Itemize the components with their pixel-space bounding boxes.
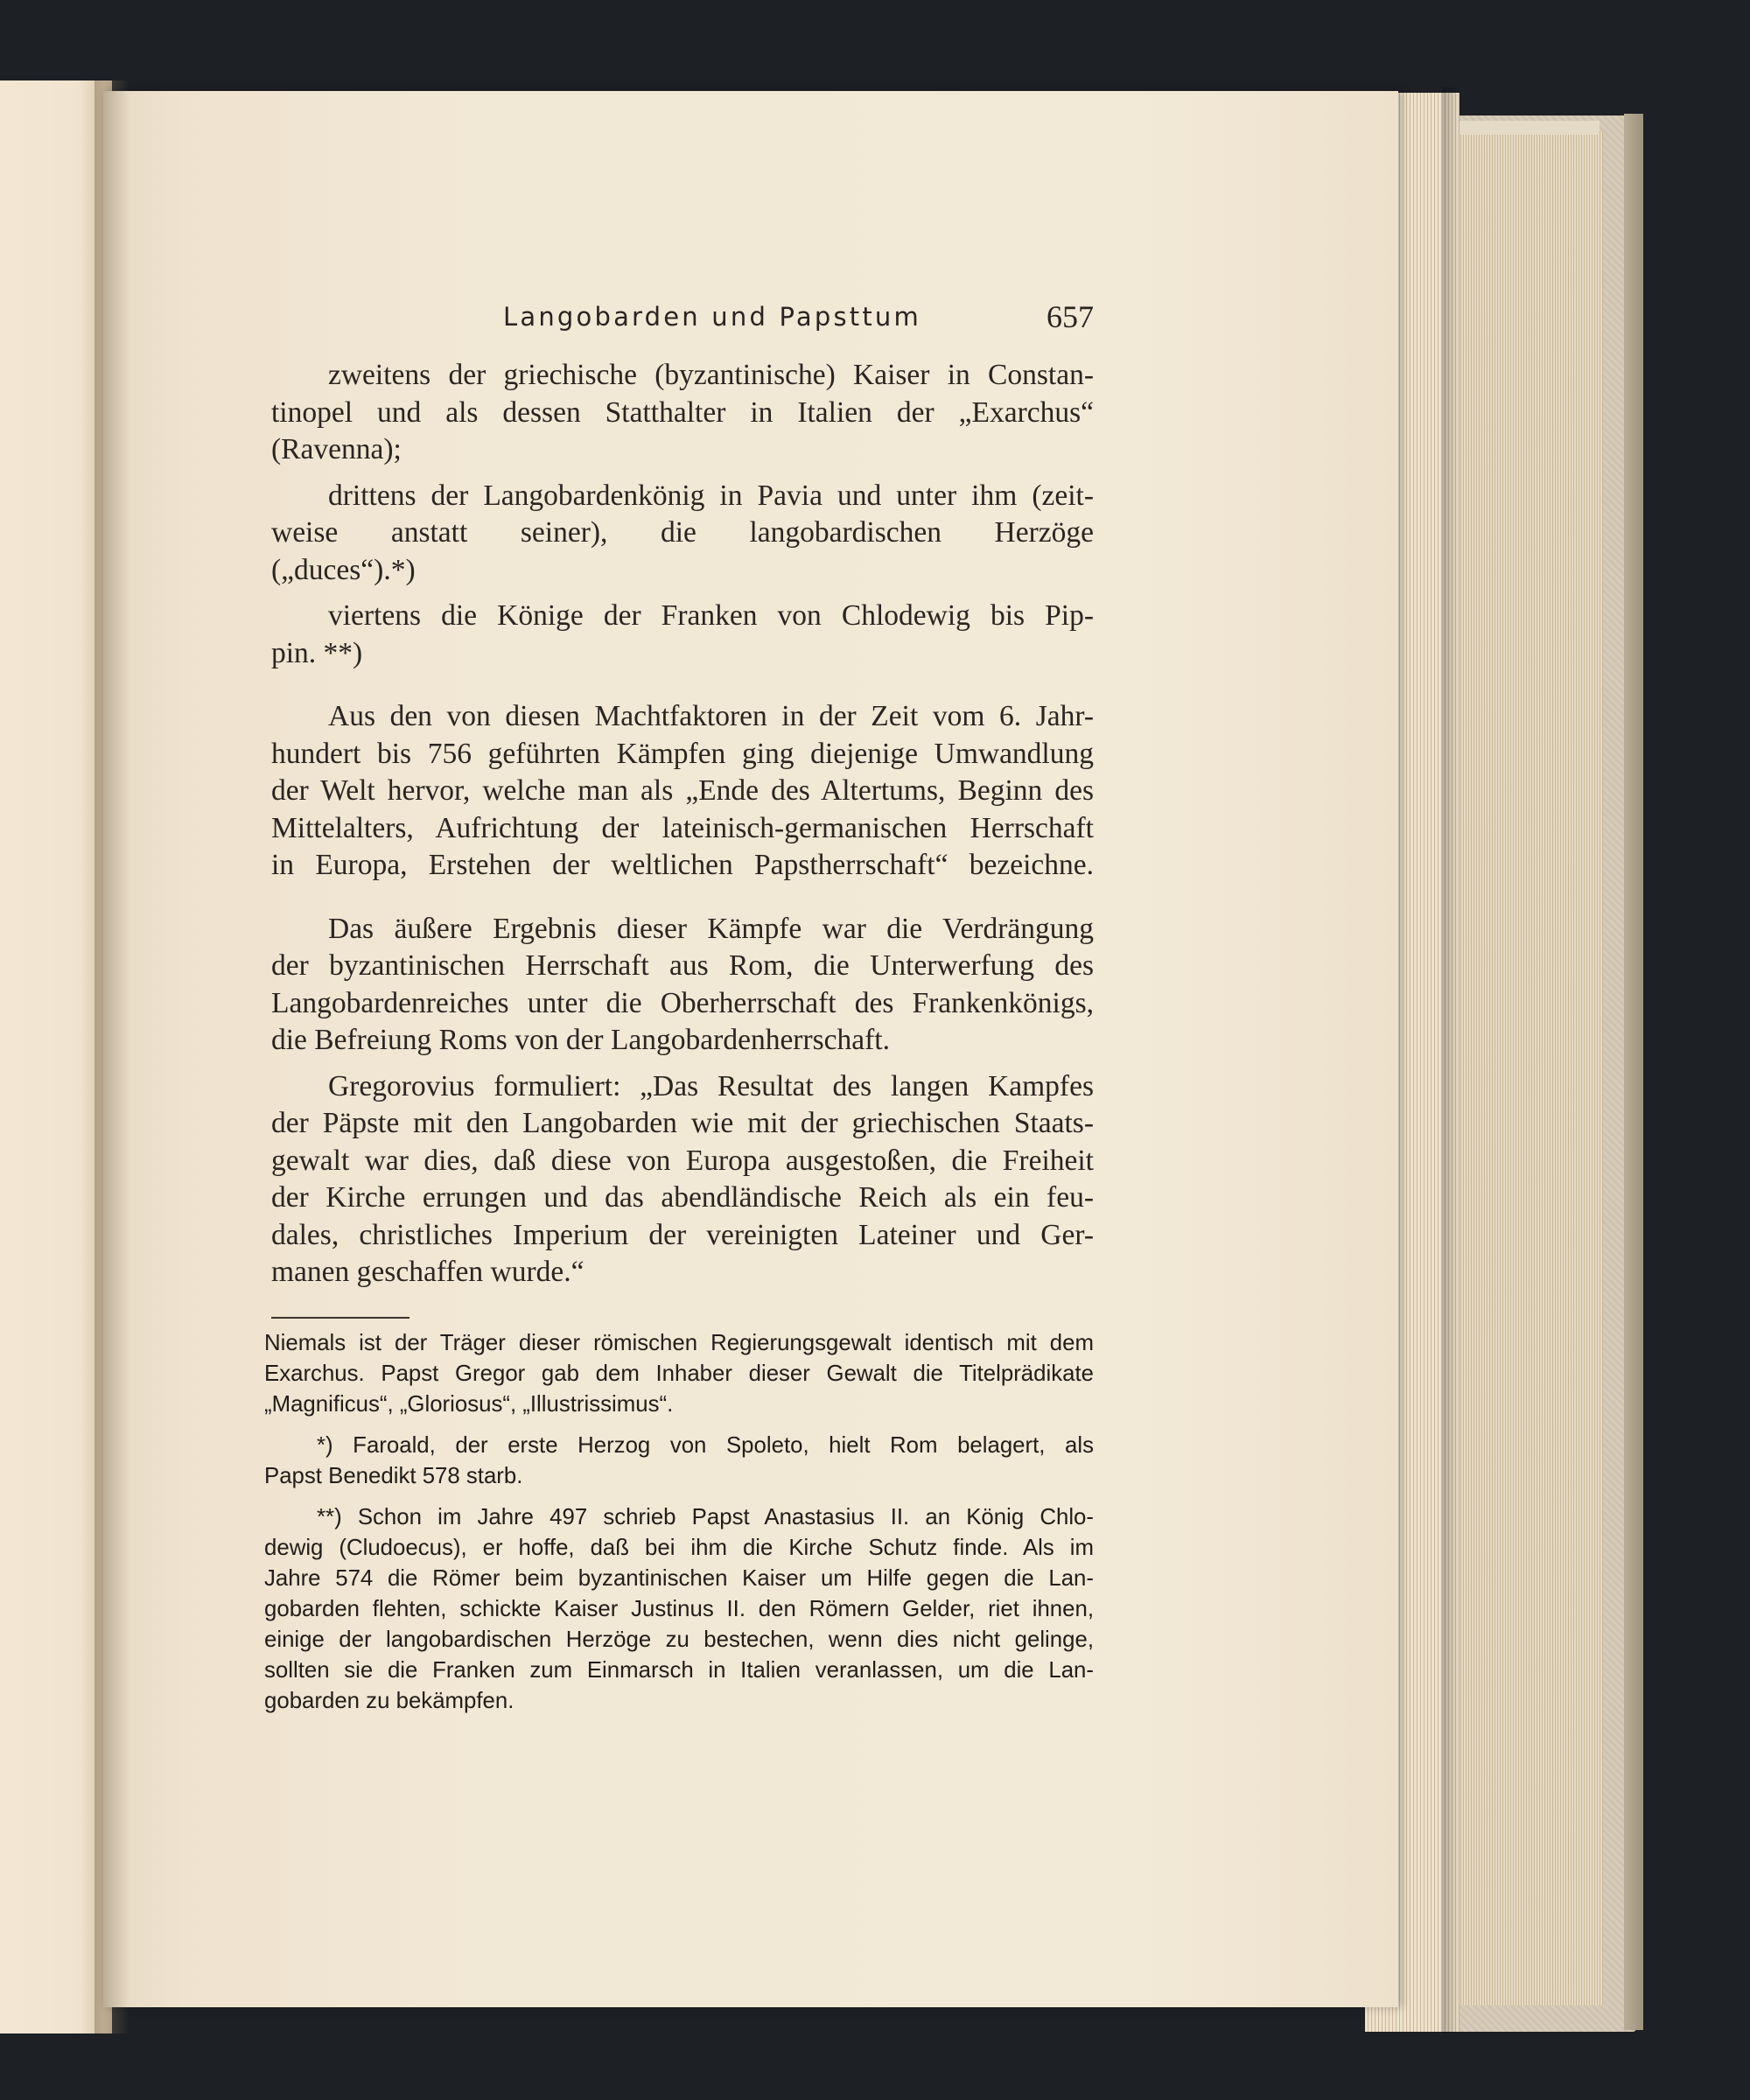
text-line: Das äußere Ergebnis dieser Kämpfe war die Verdrängung: [328, 912, 1094, 945]
page-header: [271, 299, 1094, 346]
paragraph: [271, 1068, 1094, 1292]
footnote-line: *) Faroald, der erste Herzog von Spoleto, hielt Rom belagert, als: [317, 1433, 1094, 1458]
text-line: Aus den von diesen Machtfaktoren in der Zeit vom 6. Jahr-: [328, 700, 1094, 732]
text-line: viertens die Könige der Franken von Chlodewig bis Pip-: [328, 599, 1094, 632]
text-line: pin. **): [271, 636, 363, 669]
text-line: der Welt hervor, welche man als „Ende des Altertums, Beginn des: [271, 774, 1094, 807]
footnote-line: Jahre 574 die Römer beim byzantinischen Kaiser um Hilfe gegen die Lan-: [264, 1566, 1094, 1591]
footnote: [264, 1502, 1094, 1717]
text-block-top: [1452, 121, 1600, 135]
text-line: der Päpste mit den Langobarden wie mit der griechischen Staats-: [271, 1107, 1094, 1139]
footnote-line: Papst Benedikt 578 starb.: [264, 1464, 523, 1488]
page-edges-stack: [1456, 131, 1603, 2006]
footnote-line: Niemals ist der Träger dieser römischen Regierungsgewalt identisch mit dem: [264, 1331, 1094, 1355]
text-line: zweitens der griechische (byzantinische) Kaiser in Constan-: [328, 359, 1094, 391]
paragraph: [271, 911, 1094, 1060]
text-line: dales, christliches Imperium der vereinigten Lateiner und Ger-: [271, 1218, 1094, 1251]
paragraph: [271, 598, 1094, 672]
footnote-line: gobarden flehten, schickte Kaiser Justinus II. den Römern Gelder, riet ihnen,: [264, 1597, 1094, 1621]
page-edge-shadow: [1442, 88, 1461, 2034]
footnote-rule: [271, 1317, 410, 1319]
paragraph: [271, 478, 1094, 590]
footnote: [264, 1328, 1094, 1420]
footnote-line: **) Schon im Jahre 497 schrieb Papst Anastasius II. an König Chlo-: [317, 1505, 1094, 1530]
text-line: (Ravenna);: [271, 433, 402, 466]
text-line: Mittelalters, Aufrichtung der lateinisch-germanischen Herrschaft: [271, 811, 1094, 844]
page-shadow: [103, 91, 130, 2007]
book-cover-edge: [1624, 114, 1643, 2030]
text-line: tinopel und als dessen Statthalter in Italien der „Exarchus“: [271, 396, 1094, 429]
text-line: die Befreiung Roms von der Langobardenherrschaft.: [271, 1024, 890, 1056]
footnote: [264, 1431, 1094, 1492]
footnote-line: gobarden zu bekämpfen.: [264, 1689, 514, 1713]
text-line: der byzantinischen Herrschaft aus Rom, die Unterwerfung des: [271, 949, 1094, 982]
text-line: der Kirche errungen und das abendländische Reich als ein feu-: [271, 1181, 1094, 1214]
footnote-line: Exarchus. Papst Gregor gab dem Inhaber dieser Gewalt die Titelprädikate: [264, 1362, 1094, 1386]
text-line: gewalt war dies, daß diese von Europa ausgestoßen, die Freiheit: [271, 1144, 1094, 1177]
footnote-line: einige der langobardischen Herzöge zu bestechen, wenn dies nicht gelinge,: [264, 1628, 1094, 1652]
body-text: [271, 357, 1094, 1292]
text-line: manen geschaffen wurde.“: [271, 1256, 584, 1288]
paragraph: [271, 357, 1094, 469]
footnote-line: sollten sie die Franken zum Einmarsch in Italien veranlassen, um die Lan-: [264, 1658, 1094, 1683]
text-line: in Europa, Erstehen der weltlichen Papstherrschaft“ bezeichne.: [271, 849, 1094, 881]
text-line: drittens der Langobardenkönig in Pavia und unter ihm (zeit-: [328, 479, 1094, 512]
text-line: Gregorovius formuliert: „Das Resultat des langen Kampfes: [328, 1069, 1094, 1102]
text-line: weise anstatt seiner), die langobardischen Herzöge: [271, 516, 1094, 549]
text-line: („duces“).*): [271, 553, 416, 586]
footnotes: [264, 1328, 1094, 1717]
footnote-line: dewig (Cludoecus), er hoffe, daß bei ihm die Kirche Schutz finde. Als im: [264, 1536, 1094, 1560]
running-head: Langobarden und Papsttum: [503, 302, 921, 332]
paragraph: [271, 698, 1094, 885]
footnote-line: „Magnificus“, „Gloriosus“, „Illustrissimus“.: [264, 1392, 674, 1417]
page-number: 657: [1046, 299, 1094, 334]
text-line: Langobardenreiches unter die Oberherrschaft des Frankenkönigs,: [271, 986, 1094, 1019]
text-line: hundert bis 756 geführten Kämpfen ging diejenige Umwandlung: [271, 737, 1094, 770]
